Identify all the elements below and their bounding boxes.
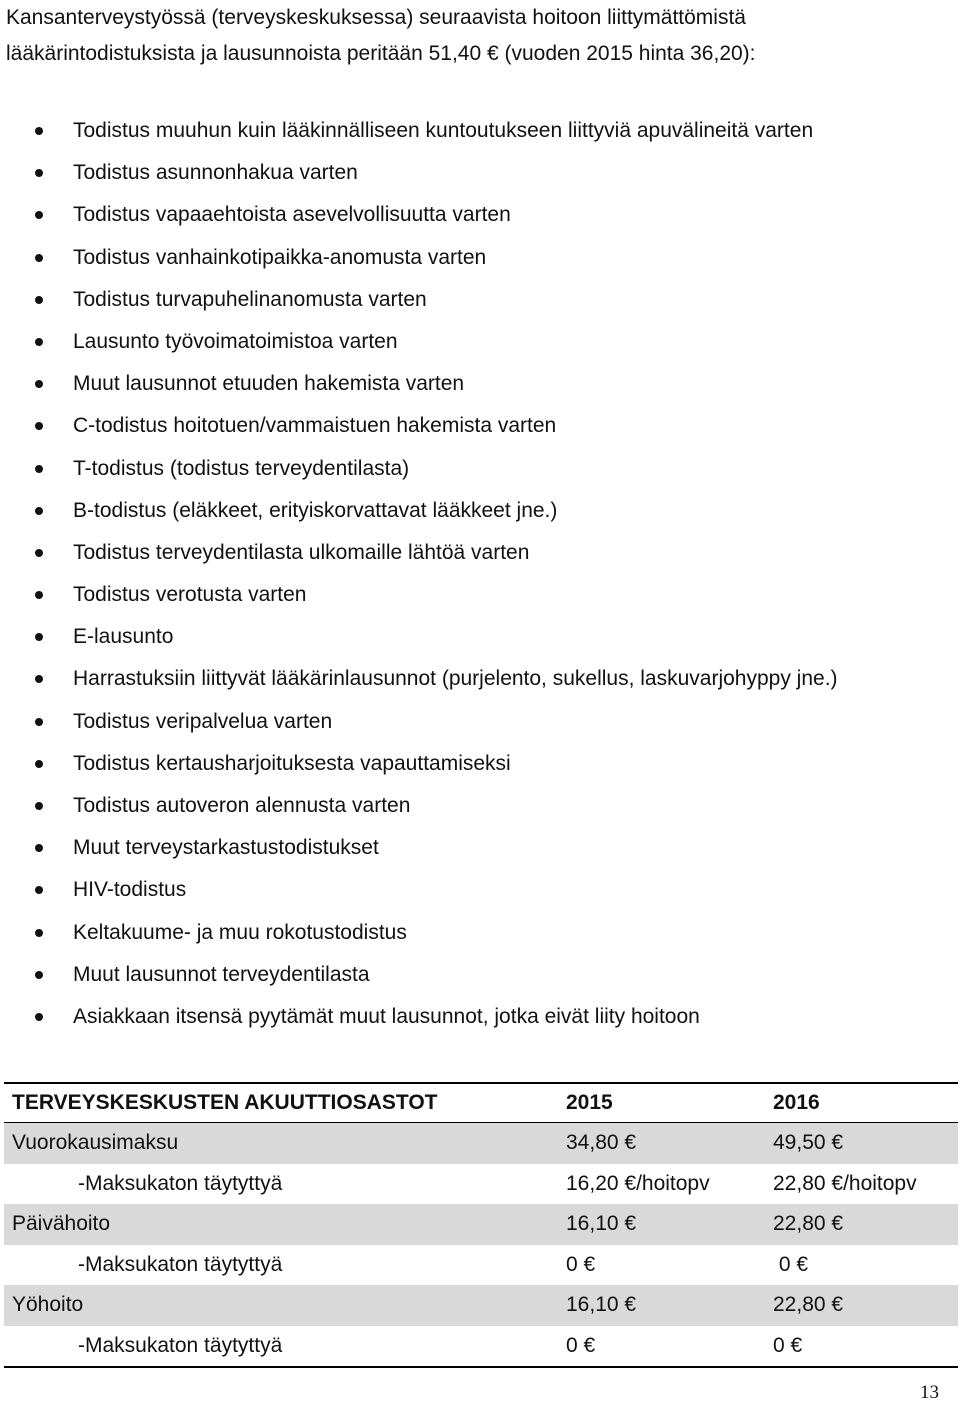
row-label: Vuorokausimaksu [12, 1131, 179, 1154]
row-label: -Maksukaton täytyttyä [78, 1333, 283, 1357]
acute-ward-fee-table [4, 1082, 958, 1368]
list-item: Asiakkaan itsensä pyytämät muut lausunnot, jotka eivät liity hoitoon [0, 996, 960, 1038]
bullet-icon [35, 886, 43, 894]
bullet-icon [35, 591, 43, 599]
list-item: C-todistus hoitotuen/vammaistuen hakemista varten [0, 405, 960, 447]
bullet-icon [35, 211, 43, 219]
bullet-icon [35, 127, 43, 135]
list-item: Todistus verotusta varten [0, 574, 960, 616]
list-item: Muut terveystarkastustodistukset [0, 827, 960, 869]
bullet-icon [35, 802, 43, 810]
list-item: E-lausunto [0, 616, 960, 658]
list-item: Todistus vanhainkotipaikka-anomusta varten [0, 237, 960, 279]
list-item: Todistus veripalvelua varten [0, 701, 960, 743]
table-row [4, 1285, 958, 1326]
value-2015: 0 € [566, 1333, 596, 1357]
page-number: 13 [920, 1382, 939, 1403]
value-2015: 16,20 €/hoitopv [566, 1171, 710, 1195]
bullet-icon [35, 338, 43, 346]
list-item: B-todistus (eläkkeet, erityiskorvattavat lääkkeet jne.) [0, 490, 960, 532]
list-item: Todistus kertausharjoituksesta vapauttamiseksi [0, 743, 960, 785]
bullet-icon [35, 718, 43, 726]
bullet-icon [35, 633, 43, 641]
value-2015: 0 € [566, 1252, 596, 1276]
value-2016: 22,80 € [773, 1293, 844, 1316]
table-row [4, 1123, 958, 1164]
certificate-list [0, 110, 960, 1038]
intro-line-2: lääkärintodistuksista ja lausunnoista peritään 51,40 € (vuoden 2015 hinta 36,20): [6, 42, 756, 65]
row-label: -Maksukaton täytyttyä [78, 1171, 283, 1195]
table-title: TERVEYSKESKUSTEN AKUUTTIOSASTOT [12, 1091, 438, 1114]
bullet-icon [35, 254, 43, 262]
table-row [4, 1204, 958, 1245]
value-2016: 0 € [773, 1252, 809, 1276]
row-label: Päivähoito [12, 1212, 111, 1235]
intro-line-1: Kansanterveystyössä (terveyskeskuksessa) seuraavista hoitoon liittymättömistä [6, 6, 746, 29]
list-item: Todistus turvapuhelinanomusta varten [0, 279, 960, 321]
table-row [4, 1326, 958, 1367]
list-item: Harrastuksiin liittyvät lääkärinlausunnot (purjelento, sukellus, laskuvarjohyppy jne.) [0, 658, 960, 700]
row-label: -Maksukaton täytyttyä [78, 1252, 283, 1276]
list-item: Todistus vapaaehtoista asevelvollisuutta varten [0, 194, 960, 236]
bullet-icon [35, 296, 43, 304]
bullet-icon [35, 675, 43, 683]
bullet-icon [35, 465, 43, 473]
table-row [4, 1164, 958, 1205]
bullet-icon [35, 507, 43, 515]
intro-paragraph [6, 0, 956, 72]
value-2016: 22,80 € [773, 1212, 844, 1235]
list-item: Todistus terveydentilasta ulkomaille lähtöä varten [0, 532, 960, 574]
bullet-icon [35, 844, 43, 852]
table-row [4, 1245, 958, 1286]
list-item: Todistus autoveron alennusta varten [0, 785, 960, 827]
row-label: Yöhoito [12, 1293, 84, 1316]
bullet-icon [35, 971, 43, 979]
bullet-icon [35, 1013, 43, 1021]
bullet-icon [35, 422, 43, 430]
bullet-icon [35, 929, 43, 937]
value-2016: 0 € [773, 1333, 803, 1357]
list-item: Todistus muuhun kuin lääkinnälliseen kuntoutukseen liittyviä apuvälineitä varten [0, 110, 960, 152]
list-item: Todistus asunnonhakua varten [0, 152, 960, 194]
bullet-icon [35, 760, 43, 768]
table-header-row [4, 1084, 958, 1123]
value-2016: 22,80 €/hoitopv [773, 1171, 917, 1195]
bullet-icon [35, 380, 43, 388]
column-header-2016: 2016 [773, 1091, 820, 1114]
list-item: Keltakuume- ja muu rokotustodistus [0, 912, 960, 954]
value-2016: 49,50 € [773, 1131, 844, 1154]
list-item: Muut lausunnot etuuden hakemista varten [0, 363, 960, 405]
list-item: Lausunto työvoimatoimistoa varten [0, 321, 960, 363]
list-item: HIV-todistus [0, 869, 960, 911]
value-2015: 16,10 € [566, 1293, 637, 1316]
bullet-icon [35, 549, 43, 557]
list-item: T-todistus (todistus terveydentilasta) [0, 448, 960, 490]
list-item: Muut lausunnot terveydentilasta [0, 954, 960, 996]
bullet-icon [35, 169, 43, 177]
column-header-2015: 2015 [566, 1091, 613, 1114]
value-2015: 16,10 € [566, 1212, 637, 1235]
value-2015: 34,80 € [566, 1131, 637, 1154]
